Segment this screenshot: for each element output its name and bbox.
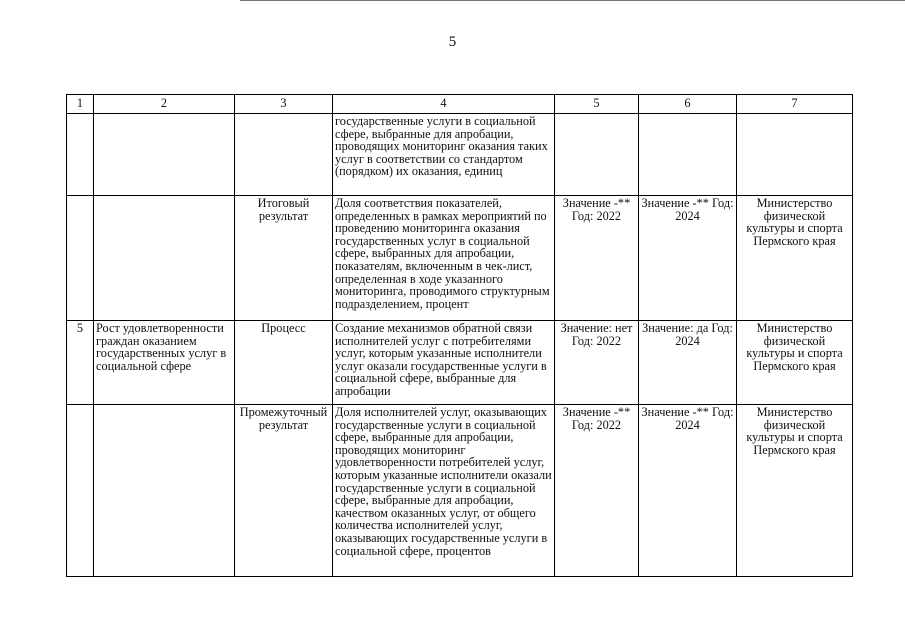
target-value-cell (639, 114, 737, 196)
header-row (67, 95, 853, 114)
table-row (67, 196, 853, 321)
row-number-cell (67, 196, 94, 321)
column-header: 4 (333, 95, 555, 114)
column-header: 3 (235, 95, 333, 114)
goal-cell: Рост удовлетворенности граждан оказанием государственных услуг в социальной сфере (94, 321, 235, 405)
target-value-cell: Значение: да Год: 2024 (639, 321, 737, 405)
row-number-cell (67, 405, 94, 577)
indicator-type-cell: Промежуточный результат (235, 405, 333, 577)
column-header: 1 (67, 95, 94, 114)
indicator-cell: государственные услуги в социальной сфере, выбранные для апробации, проводящих мониторинг оказания таких услуг в соответствии со стандартом (порядком) их оказания, единиц (333, 114, 555, 196)
indicators-table (66, 94, 853, 577)
page-number: 5 (448, 34, 457, 50)
target-value-cell: Значение -** Год: 2024 (639, 196, 737, 321)
indicator-type-cell: Процесс (235, 321, 333, 405)
target-value-cell: Значение -** Год: 2024 (639, 405, 737, 577)
table-row (67, 405, 853, 577)
executor-cell (737, 114, 853, 196)
goal-cell (94, 405, 235, 577)
base-value-cell: Значение: нет Год: 2022 (555, 321, 639, 405)
indicator-type-cell (235, 114, 333, 196)
indicator-cell: Доля исполнителей услуг, оказывающих государственные услуги в социальной сфере, выбранные для апробации, проводящих мониторинг удовлетворенности потребителей услуг, которым указанные исполнители оказали государственные услуги в социальной сфере, выбранные для апробации, качеством оказанных услуг, от общего количества исполнителей услуг, оказывающих государственные услуги в социальной сфере, процентов (333, 405, 555, 577)
goal-cell (94, 196, 235, 321)
executor-cell: Министерство физической культуры и спорта Пермского края (737, 196, 853, 321)
base-value-cell: Значение -** Год: 2022 (555, 196, 639, 321)
row-number-cell (67, 114, 94, 196)
top-rule (240, 0, 905, 1)
indicator-cell: Создание механизмов обратной связи исполнителей услуг с потребителями услуг, которым указанные исполнители услуг оказали государственные услуги в социальной сфере, выбранные для апробации (333, 321, 555, 405)
column-header: 7 (737, 95, 853, 114)
indicator-type-cell: Итоговый результат (235, 196, 333, 321)
row-number-cell: 5 (67, 321, 94, 405)
executor-cell: Министерство физической культуры и спорта Пермского края (737, 321, 853, 405)
executor-cell: Министерство физической культуры и спорта Пермского края (737, 405, 853, 577)
column-header: 5 (555, 95, 639, 114)
column-header: 2 (94, 95, 235, 114)
column-header: 6 (639, 95, 737, 114)
table-row (67, 114, 853, 196)
table-row (67, 321, 853, 405)
base-value-cell: Значение -** Год: 2022 (555, 405, 639, 577)
goal-cell (94, 114, 235, 196)
indicator-cell: Доля соответствия показателей, определенных в рамках мероприятий по проведению мониторинга оказания государственных услуг в социальной сфере, выбранных для апробации, показателям, включенным в чек-лист, определенная в ходе указанного мониторинга, проводимого структурным подразделением, процент (333, 196, 555, 321)
base-value-cell (555, 114, 639, 196)
